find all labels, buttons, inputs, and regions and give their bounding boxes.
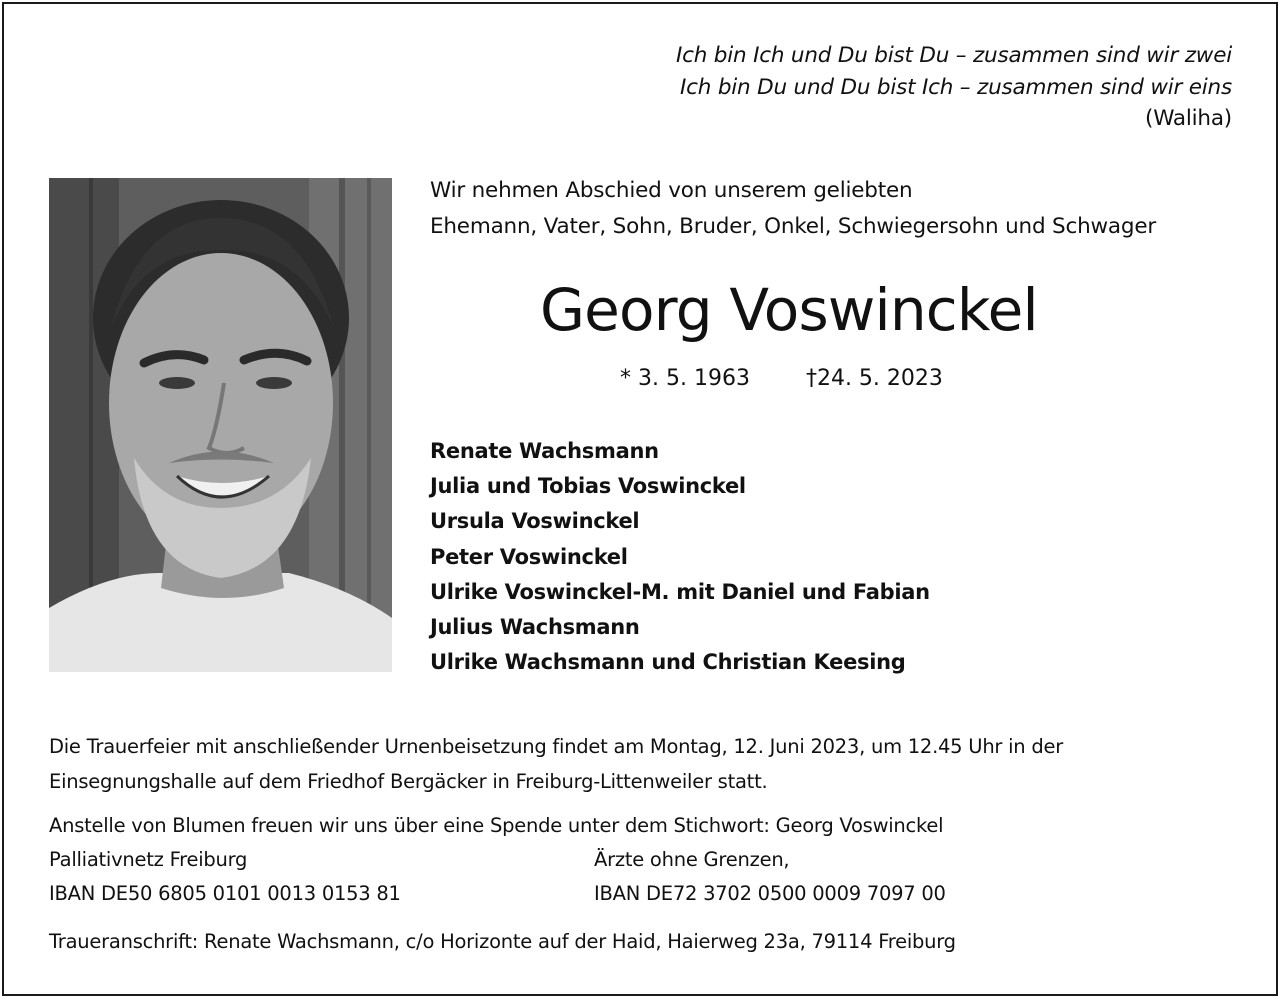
account-org: Ärzte ohne Grenzen,: [594, 848, 790, 871]
mourners-list: [430, 434, 930, 680]
death-date: †24. 5. 2023: [805, 366, 943, 391]
mourner-name: Julia und Tobias Voswinckel: [430, 474, 746, 499]
intro-line-2: Ehemann, Vater, Sohn, Bruder, Onkel, Schwiegersohn und Schwager: [430, 213, 1157, 239]
donation-account-aerzte-ohne-grenzen: [594, 843, 946, 911]
mourner-name: Ulrike Wachsmann und Christian Keesing: [430, 650, 906, 675]
deceased-name: Georg Voswinckel: [540, 276, 1038, 344]
account-iban: IBAN DE50 6805 0101 0013 0153 81: [49, 882, 401, 905]
quote-author: (Waliha): [1145, 106, 1232, 131]
mourner-name: Peter Voswinckel: [430, 544, 628, 569]
mourner-name: Renate Wachsmann: [430, 439, 659, 463]
service-line-1: Die Trauerfeier mit anschließender Urnenbeisetzung findet am Montag, 12. Juni 2023, um 12.45 Uhr in der: [49, 735, 1064, 758]
donation-intro: Anstelle von Blumen freuen wir uns über eine Spende unter dem Stichwort: Georg Voswinckel: [49, 814, 944, 837]
account-iban: IBAN DE72 3702 0500 0009 7097 00: [594, 882, 946, 905]
intro-text: [430, 173, 1156, 244]
quote-line-2: Ich bin Du und Du bist Ich – zusammen sind wir eins: [680, 74, 1232, 100]
donation-account-palliativnetz: [49, 843, 401, 911]
mourning-address: Traueranschrift: Renate Wachsmann, c/o Horizonte auf der Haid, Haierweg 23a, 79114 Freiburg: [49, 930, 956, 953]
mourner-name: Ursula Voswinckel: [430, 509, 640, 534]
service-line-2: Einsegnungshalle auf dem Friedhof Bergäcker in Freiburg-Littenweiler statt.: [49, 770, 768, 793]
account-org: Palliativnetz Freiburg: [49, 848, 248, 871]
mourner-name: Ulrike Voswinckel-M. mit Daniel und Fabian: [430, 579, 930, 604]
life-dates: [620, 363, 943, 395]
quote-line-1: Ich bin Ich und Du bist Du – zusammen sind wir zwei: [675, 43, 1232, 68]
quote: [676, 40, 1232, 135]
birth-date: * 3. 5. 1963: [620, 366, 750, 391]
portrait-photo: [49, 178, 392, 672]
service-info: [49, 729, 1063, 799]
intro-line-1: Wir nehmen Abschied von unserem geliebten: [430, 178, 913, 203]
mourner-name: Julius Wachsmann: [430, 615, 640, 640]
